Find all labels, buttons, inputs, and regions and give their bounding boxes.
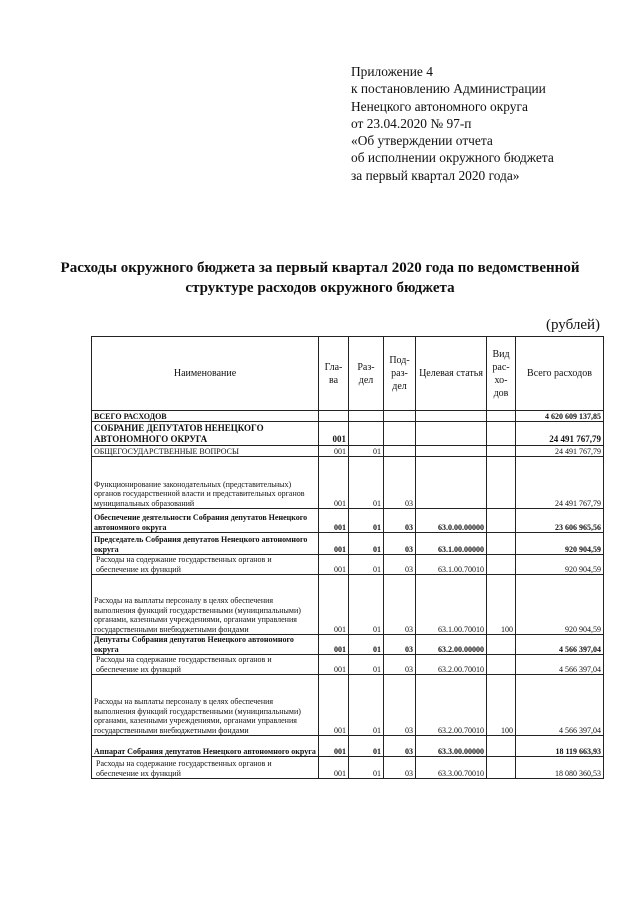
- row-glava: 001: [319, 509, 349, 533]
- row-vid: [487, 757, 516, 779]
- row-razdel: 01: [349, 736, 384, 757]
- row-razdel: 01: [349, 655, 384, 675]
- row-vid: [487, 422, 516, 446]
- row-total: 4 566 397,04: [516, 635, 604, 655]
- row-glava: 001: [319, 446, 349, 457]
- row-razdel: 01: [349, 533, 384, 555]
- row-glava: 001: [319, 675, 349, 736]
- row-glava: 001: [319, 422, 349, 446]
- table-row: [92, 446, 604, 457]
- row-csr: 63.0.00.00000: [416, 509, 487, 533]
- row-total: 24 491 767,79: [516, 457, 604, 509]
- row-total: 23 606 965,56: [516, 509, 604, 533]
- row-razdel: 01: [349, 635, 384, 655]
- row-csr: 63.1.00.70010: [416, 555, 487, 575]
- row-name: Расходы на выплаты персоналу в целях обеспечения выполнения функций государственными (муниципальными) органами, казенными учреждениями, органами управления государственными внебюджетными фондами: [92, 675, 319, 736]
- row-vid: [487, 655, 516, 675]
- row-vid: [487, 635, 516, 655]
- row-razdel: 01: [349, 575, 384, 635]
- row-total: 18 080 360,53: [516, 757, 604, 779]
- row-glava: 001: [319, 736, 349, 757]
- row-total: 4 566 397,04: [516, 675, 604, 736]
- row-total: 4 620 609 137,85: [516, 411, 604, 422]
- annex-line: от 23.04.2020 № 97-п: [351, 115, 472, 131]
- row-name: СОБРАНИЕ ДЕПУТАТОВ НЕНЕЦКОГО АВТОНОМНОГО ОКРУГА: [92, 422, 319, 446]
- row-razdel: 01: [349, 675, 384, 736]
- row-podrazdel: 03: [384, 575, 416, 635]
- annex-line: к постановлению Администрации: [351, 81, 546, 97]
- row-total: 4 566 397,04: [516, 655, 604, 675]
- row-glava: [319, 411, 349, 422]
- table-row: [92, 655, 604, 675]
- table-row: [92, 675, 604, 736]
- row-glava: 001: [319, 457, 349, 509]
- row-csr: [416, 411, 487, 422]
- table-row: [92, 757, 604, 779]
- title-line-2: структуре расходов окружного бюджета: [185, 280, 455, 296]
- row-name: Обеспечение деятельности Собрания депутатов Ненецкого автономного округа: [92, 509, 319, 533]
- table-header-row: [92, 337, 604, 411]
- row-csr: [416, 446, 487, 457]
- row-razdel: [349, 411, 384, 422]
- annex-line: Ненецкого автономного округа: [351, 98, 528, 114]
- table-row: [92, 411, 604, 422]
- row-vid: 100: [487, 675, 516, 736]
- row-total: 18 119 663,93: [516, 736, 604, 757]
- row-podrazdel: [384, 446, 416, 457]
- row-name: Аппарат Собрания депутатов Ненецкого автономного округа: [92, 736, 319, 757]
- row-total: 24 491 767,79: [516, 446, 604, 457]
- row-vid: [487, 509, 516, 533]
- row-glava: 001: [319, 533, 349, 555]
- row-podrazdel: [384, 411, 416, 422]
- row-name: Расходы на содержание государственных органов и обеспечение их функций: [92, 655, 319, 675]
- header-razdel: Раз-дел: [349, 337, 384, 411]
- row-glava: 001: [319, 635, 349, 655]
- row-total: 920 904,59: [516, 533, 604, 555]
- table-row: [92, 457, 604, 509]
- annex-line: «Об утверждении отчета: [351, 133, 493, 149]
- row-podrazdel: 03: [384, 457, 416, 509]
- annex-line: за первый квартал 2020 года»: [351, 167, 520, 183]
- row-name: Расходы на содержание государственных органов и обеспечение их функций: [92, 757, 319, 779]
- row-name: Функционирование законодательных (представительных) органов государственной власти и представительных органов муниципальных образований: [92, 457, 319, 509]
- row-podrazdel: 03: [384, 533, 416, 555]
- row-name: Председатель Собрания депутатов Ненецкого автономного округа: [92, 533, 319, 555]
- row-podrazdel: 03: [384, 736, 416, 757]
- row-podrazdel: 03: [384, 555, 416, 575]
- row-podrazdel: 03: [384, 509, 416, 533]
- row-podrazdel: 03: [384, 675, 416, 736]
- row-vid: [487, 736, 516, 757]
- table-row: [92, 575, 604, 635]
- row-name: ВСЕГО РАСХОДОВ: [92, 411, 319, 422]
- row-podrazdel: [384, 422, 416, 446]
- table-row: [92, 533, 604, 555]
- row-csr: 63.2.00.70010: [416, 655, 487, 675]
- title-line-1: Расходы окружного бюджета за первый квартал 2020 года по ведомственной: [60, 260, 580, 276]
- header-podrazdel: Под-раз-дел: [384, 337, 416, 411]
- row-csr: 63.3.00.70010: [416, 757, 487, 779]
- row-csr: 63.1.00.00000: [416, 533, 487, 555]
- table-row: [92, 635, 604, 655]
- table-row: [92, 509, 604, 533]
- row-vid: [487, 533, 516, 555]
- row-podrazdel: 03: [384, 655, 416, 675]
- header-vid: Вид рас-хо-дов: [487, 337, 516, 411]
- row-name: Расходы на содержание государственных органов и обеспечение их функций: [92, 555, 319, 575]
- row-name: Расходы на выплаты персоналу в целях обеспечения выполнения функций государственными (муниципальными) органами, казенными учреждениями, органами управления государственными внебюджетными фондами: [92, 575, 319, 635]
- table-row: [92, 422, 604, 446]
- row-vid: [487, 446, 516, 457]
- row-name: Депутаты Собрания депутатов Ненецкого автономного округа: [92, 635, 319, 655]
- row-glava: 001: [319, 575, 349, 635]
- units-label: (рублей): [546, 317, 601, 333]
- row-total: 920 904,59: [516, 575, 604, 635]
- row-total: 920 904,59: [516, 555, 604, 575]
- row-razdel: 01: [349, 446, 384, 457]
- row-glava: 001: [319, 555, 349, 575]
- row-razdel: 01: [349, 555, 384, 575]
- annex-line: об исполнении окружного бюджета: [351, 150, 554, 166]
- annex-line: Приложение 4: [351, 64, 433, 79]
- row-podrazdel: 03: [384, 635, 416, 655]
- row-vid: [487, 457, 516, 509]
- header-total: Всего расходов: [516, 337, 604, 411]
- row-razdel: 01: [349, 457, 384, 509]
- row-csr: 63.1.00.70010: [416, 575, 487, 635]
- header-csr: Целевая статья: [416, 337, 487, 411]
- row-vid: [487, 555, 516, 575]
- header-name: Наименование: [92, 337, 319, 411]
- row-glava: 001: [319, 655, 349, 675]
- row-csr: [416, 422, 487, 446]
- annex-block: [351, 63, 554, 184]
- table-row: [92, 555, 604, 575]
- row-csr: 63.3.00.00000: [416, 736, 487, 757]
- row-vid: 100: [487, 575, 516, 635]
- row-total: 24 491 767,79: [516, 422, 604, 446]
- row-csr: [416, 457, 487, 509]
- row-vid: [487, 411, 516, 422]
- row-csr: 63.2.00.70010: [416, 675, 487, 736]
- row-podrazdel: 03: [384, 757, 416, 779]
- document-title: [40, 258, 600, 298]
- table-row: [92, 736, 604, 757]
- budget-table: [91, 336, 604, 779]
- header-glava: Гла-ва: [319, 337, 349, 411]
- row-csr: 63.2.00.00000: [416, 635, 487, 655]
- row-razdel: 01: [349, 509, 384, 533]
- row-razdel: [349, 422, 384, 446]
- table-body: [92, 411, 604, 779]
- row-name: ОБЩЕГОСУДАРСТВЕННЫЕ ВОПРОСЫ: [92, 446, 319, 457]
- row-glava: 001: [319, 757, 349, 779]
- row-razdel: 01: [349, 757, 384, 779]
